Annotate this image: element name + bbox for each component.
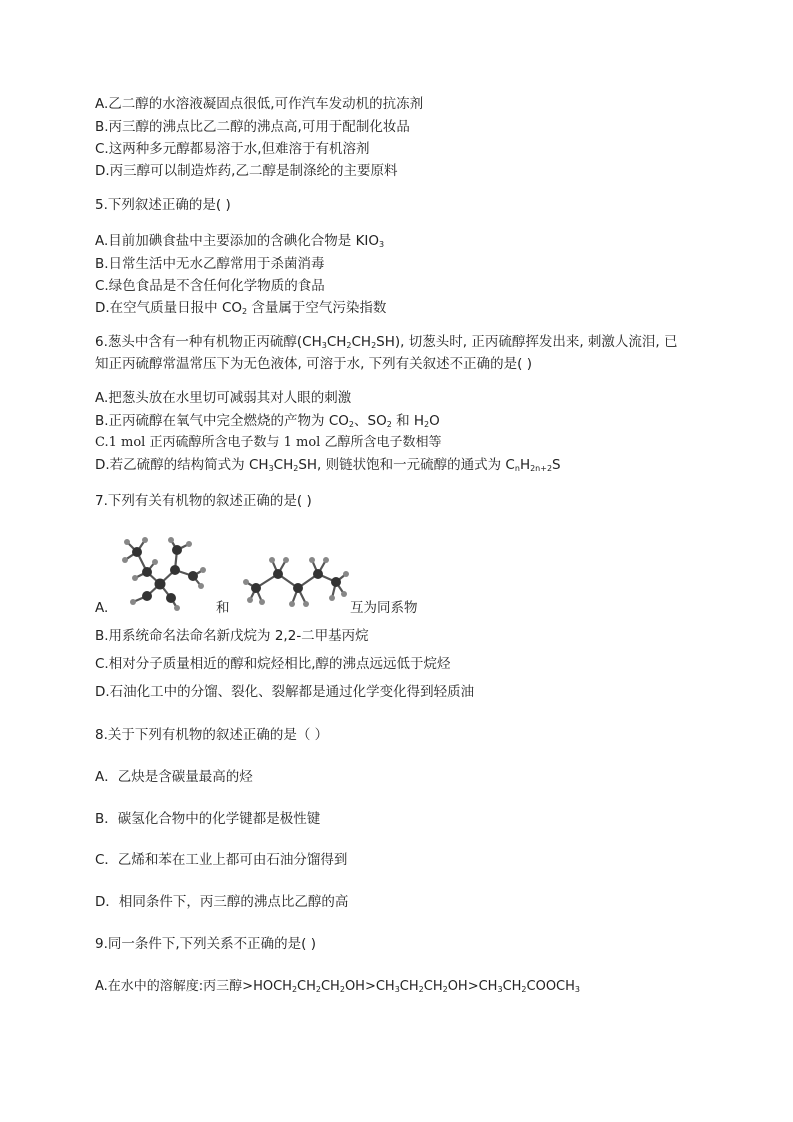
subscript: 2 (315, 985, 321, 994)
formula-part: CH (502, 979, 522, 994)
q6-b-and: 和 H (391, 413, 425, 429)
subscript: 2 (339, 985, 345, 994)
q6-d-text-mid: SH, 则链状饱和一元硫醇的通式为 C (298, 457, 515, 473)
formula-part: CH (399, 979, 419, 994)
subscript: 2 (442, 985, 448, 994)
q8-stem: 8.关于下列有机物的叙述正确的是（ ） (95, 727, 329, 743)
q4-option-d: D.丙三醇可以制造炸药,乙二醇是制涤纶的主要原料 (95, 163, 398, 179)
q4-option-b: B.丙三醇的沸点比乙二醇的沸点高,可用于配制化妆品 (95, 119, 410, 135)
subscript: 2 (293, 464, 299, 473)
formula-part: CH (297, 979, 316, 994)
q7-option-d: D.石油化工中的分馏、裂化、裂解都是通过化学变化得到轻质油 (95, 684, 475, 700)
q6-option-b (95, 412, 440, 430)
subscript: 3 (394, 985, 400, 994)
subscript: 2 (371, 341, 377, 350)
formula-part: CH (351, 334, 372, 350)
q8-option-c: C．乙烯和苯在工业上都可由石油分馏得到 (95, 852, 348, 868)
subscript: 2 (242, 307, 248, 316)
q4-option-a: A.乙二醇的水溶液凝固点很低,可作汽车发动机的抗冻剂 (95, 96, 424, 112)
q6-b-o: O (429, 413, 440, 429)
formula-part: OH>CH (344, 979, 395, 994)
q7-option-b: B.用系统命名法命名新戊烷为 2,2-二甲基丙烷 (95, 628, 369, 644)
subscript: 2 (348, 420, 354, 429)
subscript: 3 (321, 341, 327, 350)
q4-option-c: C.这两种多元醇都易溶于水,但难溶于有机溶剂 (95, 141, 370, 157)
q7-option-a-post: 互为同系物 (350, 600, 418, 616)
q6-stem-line1 (95, 333, 678, 351)
formula-part: OH>CH (447, 979, 498, 994)
formula-part: CH (320, 979, 340, 994)
q5-stem: 5.下列叙述正确的是( ) (95, 197, 231, 213)
subscript: 2 (424, 420, 430, 429)
q6-stem-text-post: SH), 切葱头时, 正丙硫醇挥发出来, 刺激人流泪, 已 (376, 334, 678, 350)
subscript: 3 (574, 985, 581, 994)
formula-part: S (552, 457, 561, 473)
q9-stem: 9.同一条件下,下列关系不正确的是( ) (95, 936, 316, 952)
q8-option-b: B．碳氢化合物中的化学键都是极性键 (95, 811, 321, 827)
subscript: 2 (386, 420, 392, 429)
q6-d-text: D.若乙硫醇的结构简式为 CH (95, 457, 269, 473)
subscript: n (514, 464, 520, 473)
q5-a-text: A.目前加碘食盐中主要添加的含碘化合物是 KIO (95, 233, 380, 249)
subscript: 3 (497, 985, 503, 994)
q6-b-text: B.正丙硫醇在氧气中完全燃烧的产物为 CO (95, 413, 349, 429)
q5-option-a (95, 232, 384, 250)
formula-part: CH (273, 457, 294, 473)
q7-option-a-label: A. (95, 600, 109, 616)
molecule-model-2-image (240, 548, 352, 614)
formula-part: H (519, 457, 531, 473)
q6-option-a: A.把葱头放在水里切可减弱其对人眼的刺激 (95, 390, 352, 406)
subscript: 2 (521, 985, 527, 994)
q7-stem: 7.下列有关有机物的叙述正确的是( ) (95, 493, 312, 509)
subscript: 2 (418, 985, 424, 994)
q6-option-c: C.1 mol 正丙硫醇所含电子数与 1 mol 乙醇所含电子数相等 (95, 435, 442, 450)
q9-a-text: A.在水中的溶解度:丙三醇>HOCH (95, 979, 292, 994)
subscript: 2n+2 (530, 464, 553, 473)
q6-stem-text: 6.葱头中含有一种有机物正丙硫醇(CH (95, 334, 322, 350)
q5-option-b: B.日常生活中无水乙醇常用于杀菌消毒 (95, 256, 325, 272)
q5-option-d (95, 299, 386, 317)
subscript: 3 (379, 240, 385, 249)
q5-option-c: C.绿色食品是不含任何化学物质的食品 (95, 278, 325, 294)
formula-part: CH (326, 334, 347, 350)
subscript: 3 (268, 464, 274, 473)
q6-b-so: 、SO (354, 413, 387, 429)
q8-option-a: A．乙炔是含碳量最高的烃 (95, 769, 253, 785)
subscript: 2 (291, 985, 298, 994)
q6-option-d (95, 456, 561, 474)
q6-stem-line2: 知正丙硫醇常温常压下为无色液体, 可溶于水, 下列有关叙述不正确的是( ) (95, 356, 532, 372)
q5-d-text-post: 含量属于空气污染指数 (247, 300, 387, 316)
formula-part: COOCH (526, 979, 575, 994)
molecule-model-1-image (115, 532, 210, 612)
q5-d-text: D.在空气质量日报中 CO (95, 300, 243, 316)
q7-option-a-and: 和 (216, 600, 230, 616)
q9-option-a (95, 978, 580, 996)
q7-option-c: C.相对分子质量相近的醇和烷烃相比,醇的沸点远远低于烷烃 (95, 656, 451, 672)
q8-option-d: D．相同条件下，丙三醇的沸点比乙醇的高 (95, 894, 349, 910)
formula-part: CH (423, 979, 443, 994)
subscript: 2 (346, 341, 352, 350)
